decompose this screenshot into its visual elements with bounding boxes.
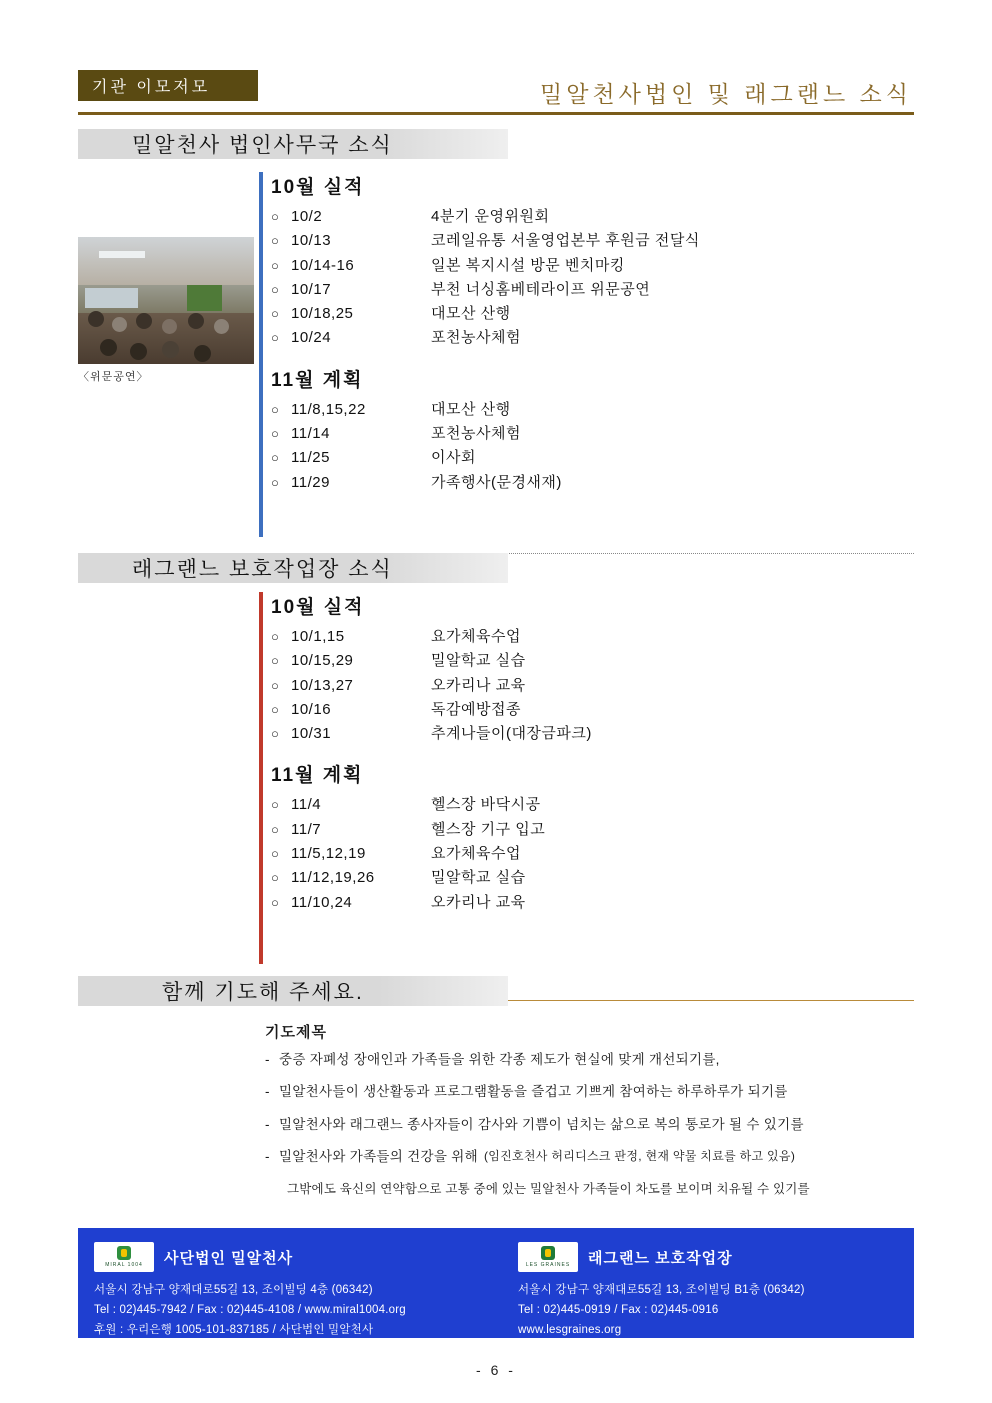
- bullet-icon: ○: [271, 233, 279, 249]
- item-desc: 요가체육수업: [431, 628, 521, 645]
- section-label: 밀알천사 법인사무국 소식: [132, 134, 393, 157]
- bullet-icon: ○: [271, 629, 279, 644]
- org-contact: Tel : 02)445-0919 / Fax : 02)445-0916: [518, 1304, 719, 1317]
- item-date: 10/16: [291, 700, 332, 718]
- section-header-miral-office: [78, 129, 508, 159]
- item-desc: 대모산 산행: [431, 305, 511, 323]
- org-contact: Tel : 02)445-7942 / Fax : 02)445-4108 / www.miral1004.org: [94, 1304, 406, 1317]
- item-desc: 코레일유통 서울영업본부 후원금 전달식: [431, 232, 700, 250]
- item-date: 10/17: [291, 280, 332, 298]
- bullet-icon: ○: [271, 426, 279, 442]
- bullet-icon: ○: [271, 821, 279, 837]
- miral-logo-icon: [94, 1242, 154, 1272]
- prayer-item: [265, 1082, 915, 1102]
- photo-block: [78, 237, 254, 384]
- bullet-icon: ○: [271, 894, 279, 910]
- prayer-text: 밀알천사와 가족들의 건강을 위해: [279, 1148, 478, 1164]
- footer: [78, 1228, 914, 1338]
- item-desc: 대모산 산행: [431, 400, 511, 418]
- prayer-text: 밀알천사들이 생산활동과 프로그램활동을 즐겁고 기쁘게 참여하는 하루하루가 되기를: [279, 1084, 788, 1100]
- item-date: 11/8,15,22: [291, 400, 366, 418]
- prayer-closing: 그밖에도 육신의 연약함으로 고통 중에 있는 밀알천사 가족들이 차도를 보이며 치유될 수 있기를: [287, 1182, 810, 1196]
- accent-bar: [259, 172, 263, 537]
- item-desc: 오카리나 교육: [431, 676, 526, 694]
- item-desc: 오카리나 교육: [431, 893, 526, 911]
- bullet-icon: ○: [271, 797, 279, 813]
- page-number: - 6 -: [476, 1362, 516, 1378]
- footer-left-org: [94, 1242, 406, 1340]
- miral-logo-text: MIRAL 1004: [105, 1262, 143, 1268]
- bullet-icon: ○: [271, 474, 279, 490]
- list-item: [271, 229, 919, 253]
- list-item: [271, 842, 919, 866]
- item-date: 10/1,15: [291, 628, 345, 645]
- bullet-icon: ○: [271, 281, 279, 297]
- performance-photo: [78, 237, 254, 364]
- item-date: 10/18,25: [291, 305, 354, 323]
- item-date: 11/10,24: [291, 893, 353, 911]
- bullet-icon: ○: [271, 653, 279, 669]
- list-item: [271, 649, 919, 673]
- item-desc: 가족행사(문경새재): [431, 473, 562, 491]
- item-desc: 밀알학교 실습: [431, 869, 526, 887]
- bullet-icon: ○: [271, 306, 279, 322]
- header-rule: [78, 112, 914, 115]
- org-name: 사단법인 밀알천사: [164, 1249, 294, 1267]
- prayer-note: (임진호천사 허리디스크 판정, 현재 약물 치료를 하고 있음): [483, 1148, 796, 1163]
- prayer-block: [265, 1021, 915, 1197]
- org-address: 서울시 강남구 양재대로55길 13, 조이빌딩 B1층 (06342): [518, 1284, 805, 1296]
- bullet-icon: ○: [271, 846, 279, 862]
- list-item: [271, 326, 919, 350]
- content-block-lesgraines-workshop: [259, 592, 919, 915]
- photo-caption: 〈위문공연〉: [78, 371, 149, 383]
- bullet-icon: ○: [271, 870, 279, 886]
- item-date: 10/24: [291, 329, 332, 347]
- item-desc: 이사회: [431, 449, 476, 467]
- lesgraines-logo-text: LES GRAINES: [525, 1262, 571, 1268]
- item-date: 11/5,12,19: [291, 845, 366, 863]
- list-item: [271, 866, 919, 890]
- bullet-icon: ○: [271, 701, 279, 717]
- org-address: 서울시 강남구 양재대로55길 13, 조이빌딩 4층 (06342): [94, 1284, 373, 1296]
- item-desc: 요가체육수업: [431, 845, 521, 863]
- prayer-heading: 기도제목: [265, 1024, 327, 1041]
- prayer-item: [265, 1147, 915, 1167]
- list-item: [271, 302, 919, 326]
- accent-bar: [259, 592, 263, 964]
- section-header-prayer: [78, 976, 508, 1006]
- item-date: 11/7: [291, 820, 322, 838]
- bullet-icon: ○: [271, 257, 279, 273]
- list-item: [271, 278, 919, 302]
- bullet-icon: ○: [271, 726, 279, 742]
- item-desc: 부천 너싱홈베테라이프 위문공연: [431, 280, 651, 298]
- org-website: www.lesgraines.org: [518, 1324, 622, 1337]
- item-date: 10/15,29: [291, 652, 354, 670]
- item-date: 11/4: [291, 796, 322, 814]
- item-date: 10/14-16: [291, 256, 355, 274]
- content-block-miral-office: [259, 172, 919, 495]
- list-item: [271, 422, 919, 446]
- item-date: 10/13,27: [291, 676, 354, 694]
- bullet-icon: ○: [271, 450, 279, 466]
- list-item: [271, 625, 919, 649]
- dash-icon: -: [265, 1116, 270, 1132]
- item-date: 10/13: [291, 232, 332, 250]
- dash-icon: -: [265, 1148, 270, 1164]
- org-name: 래그랜느 보호작업장: [588, 1249, 733, 1267]
- prayer-item: [265, 1115, 915, 1135]
- section-label: 래그랜느 보호작업장 소식: [132, 558, 393, 581]
- list-item: [271, 471, 919, 495]
- item-desc: 포천농사체험: [431, 425, 521, 443]
- list-item: [271, 254, 919, 278]
- item-date: 10/2: [291, 208, 323, 225]
- header-tag: 기관 이모저모: [78, 70, 258, 101]
- bullet-icon: ○: [271, 330, 279, 346]
- item-desc: 헬스장 기구 입고: [431, 820, 546, 838]
- item-desc: 헬스장 바닥시공: [431, 796, 541, 814]
- prayer-item: [265, 1050, 915, 1070]
- list-item: [271, 818, 919, 842]
- list-item: [271, 698, 919, 722]
- lesgraines-logo-icon: [518, 1242, 578, 1272]
- list-item: [271, 891, 919, 915]
- prayer-text: 밀알천사와 래그랜느 종사자들이 감사와 기쁨이 넘치는 삶으로 복의 통로가 될 수 있기를: [279, 1116, 804, 1132]
- item-date: 11/14: [291, 425, 330, 443]
- bullet-icon: ○: [271, 677, 279, 693]
- section-label: 함께 기도해 주세요.: [162, 981, 364, 1004]
- item-desc: 포천농사체험: [431, 329, 521, 347]
- list-item: [271, 398, 919, 422]
- bullet-icon: ○: [271, 401, 279, 417]
- list-item: [271, 205, 919, 229]
- page-title: 밀알천사법인 및 래그랜느 소식: [539, 81, 912, 107]
- list-item: [271, 793, 919, 817]
- bullet-icon: ○: [271, 209, 279, 224]
- item-date: 11/25: [291, 449, 330, 467]
- item-desc: 추계나들이(대장금파크): [431, 725, 592, 743]
- item-date: 11/29: [291, 473, 330, 491]
- group-title: 10월 실적: [271, 177, 365, 198]
- item-date: 10/31: [291, 725, 332, 743]
- group-title: 11월 계획: [271, 369, 364, 391]
- item-desc: 4분기 운영위원회: [431, 208, 550, 225]
- group-title: 10월 실적: [271, 597, 365, 618]
- list-item: [271, 674, 919, 698]
- prayer-text: 중증 자폐성 장애인과 가족들을 위한 각종 제도가 현실에 맞게 개선되기를,: [279, 1052, 720, 1067]
- section-header-lesgraines-workshop: [78, 553, 508, 583]
- list-item: [271, 446, 919, 470]
- dash-icon: -: [265, 1052, 270, 1067]
- item-desc: 밀알학교 실습: [431, 652, 526, 670]
- footer-right-org: [518, 1242, 805, 1340]
- list-item: [271, 722, 919, 746]
- dash-icon: -: [265, 1084, 270, 1100]
- org-support: 후원 : 우리은행 1005-101-837185 / 사단법인 밀알천사: [94, 1324, 374, 1337]
- group-title: 11월 계획: [271, 765, 364, 787]
- item-desc: 독감예방접종: [431, 700, 521, 718]
- item-date: 11/12,19,26: [291, 869, 375, 887]
- item-desc: 일본 복지시설 방문 벤치마킹: [431, 256, 625, 274]
